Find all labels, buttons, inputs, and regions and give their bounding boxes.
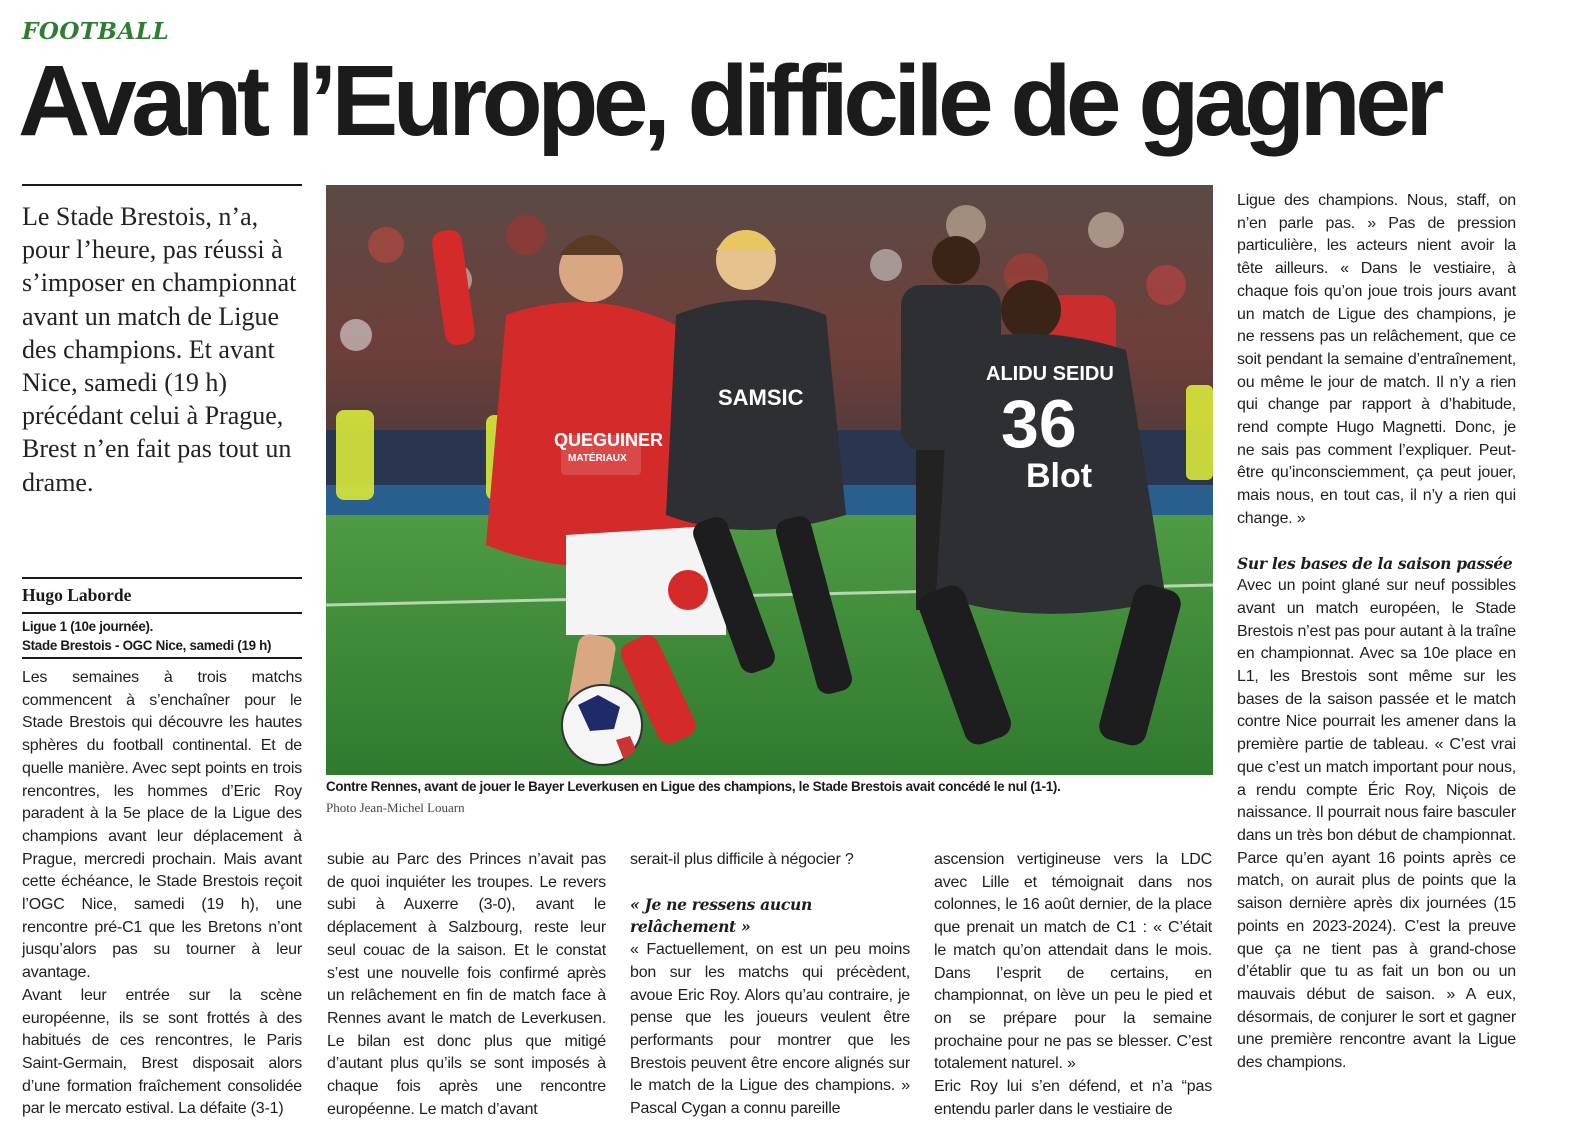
dark-shirt-number: 36 [1001,386,1077,462]
match-info-bottom-rule [22,657,302,659]
intertitle-1: « Je ne ressens aucun relâchement » [630,894,812,937]
photo-caption: Contre Rennes, avant de jouer le Bayer Leverkusen en Ligue des champions, le Stade Brestois avait concédé le nul (1-1). [326,779,1061,794]
red-shirt-sponsor: QUEGUINER [554,430,664,450]
body-column-1 [22,667,302,1121]
body-column-2 [327,849,606,1121]
article-lead: Le Stade Brestois, n’a, pour l’heure, pas réussi à s’imposer en championnat avant un match de Ligue des champions. Et avant Nice, samedi (19 h) précédant celui à Prague, Brest n’en fait pas tout un drame. [22,202,297,497]
football [562,685,642,765]
author-bottom-rule [22,612,302,614]
body-paragraph: Eric Roy lui s’en défend, et n’a “pas entendu parler dans le vestiaire de [934,1078,1212,1118]
article-photo [326,185,1213,775]
chapo-top-rule [22,184,302,186]
body-paragraph: subie au Parc des Princes n’avait pas de quoi inquiéter les troupes. Le revers subi à Auxerre (3-0), avant le déplacement à Salzbourg, reste leur seul couac de la saison. Et le constat s’est une nouvelle fois confirmé après un relâchement en fin de match face à Rennes avant le match de Leverkusen. Le bilan est donc plus que mitigé d’autant plus qu’ils se sont imposés à chaque fois après une rencontre européenne. Le match d’avant [327,851,606,1118]
body-paragraph: Ligue des champions. Nous, staff, on n’en parle pas. » Pas de pression particulière, les acteurs nient avoir la tête ailleurs. « Dans le vestiaire, à chaque fois qu’on joue trois jours avant un match de Ligue des champions, je ne ressens pas un relâchement, que ce soit pendant la semaine d’entraînement, ou même le jour de match. Il n’y a rien qui change par rapport à d’habitude, rend compte Hugo Magnetti. Donc, je ne sais pas comment l’expliquer. Peut-être qu’inconsciemment, ça peut jouer, mais nous, en tout cas, il n’y a rien qui change. » [1237,192,1516,527]
author-top-rule [22,577,302,579]
second-dark-sponsor: SAMSIC [718,385,804,410]
body-paragraph: Avant leur entrée sur la scène européenne, ils se sont frottés à des habitués de ces rencontres, le Paris Saint-Germain, Brest disposait alors d’une formation fraîchement consolidée par le mercato estival. La défaite (3-1) [22,986,302,1118]
photo-credit: Photo Jean-Michel Louarn [326,800,465,815]
body-paragraph: Les semaines à trois matchs commencent à s’enchaîner pour le Stade Brestois qui découvre les hautes sphères du football continental. Et de quelle manière. Avec sept points en trois rencontres, les hommes d’Eric Roy paradent à la 5e place de la Ligue des champions avant leur déplacement à Prague, mercredi prochain. Mais avant cette échéance, le Stade Brestois reçoit l’OGC Nice, samedi (19 h), une rencontre pré-C1 que les Bretons n’ont jusqu’alors pas su tourner à leur avantage. [22,669,302,982]
body-paragraph: « Factuellement, on est un peu moins bon sur les matchs qui précèdent, avoue Eric Roy. Alors qu’au contraire, je pense que les joueurs veulent être performants pour montrer que les Brestois peuvent être encore alignés sur le match de la Ligue des champions. » Pascal Cygan a connu pareille [630,941,910,1118]
article-headline: Avant l’Europe, difficile de gagner [18,45,1439,157]
intertitle-2: Sur les bases de la saison passée [1237,553,1513,573]
red-shirt-sponsor-sub: MATÉRIAUX [568,453,627,464]
body-column-4 [934,849,1212,1121]
author-byline: Hugo Laborde [22,585,132,605]
match-fixture: Stade Brestois - OGC Nice, samedi (19 h) [22,638,272,653]
section-kicker: FOOTBALL [22,18,170,45]
body-paragraph: Avec un point glané sur neuf possibles avant un match européen, le Stade Brestois n’est pas pour autant à la traîne en championnat. Avec sa 10e place en L1, les Brestois sont même sur les bases de la saison passée et le match contre Nice pourrait les amener dans la première partie de tableau. « C’est vrai que c’est un match important pour nous, a rendu compte Éric Roy, Niçois de naissance. Il pourrait nous faire basculer dans un très bon début de championnat. Parce qu’en ayant 16 points après ce match, on aurait plus de points que la saison dernière après dix journées (15 points en 2023-2024). C’est la preuve que ça ne tient pas à grand-chose d’établir que tu as fait un bon ou un mauvais début de saison. » A eux, désormais, de conjurer le sort et gagner une première rencontre avant la Ligue des champions. [1237,577,1516,1072]
body-paragraph: serait-il plus difficile à négocier ? [630,851,854,868]
body-paragraph: ascension vertigineuse vers la LDC avec Lille et témoignait dans nos colonnes, le 16 août dernier, de la place que prenait un match de C1 : « C’était le match qu’on attendait dans le mois. Dans l’esprit de certains, en championnat, on lève un peu le pied et on se prépare pour la semaine prochaine pour ne pas se blesser. C’est totalement naturel. » [934,851,1212,1073]
dark-shirt-name: ALIDU SEIDU [986,363,1114,385]
body-column-3 [630,849,910,1121]
match-competition: Ligue 1 (10e journée). [22,619,154,634]
body-column-5 [1237,190,1516,1075]
match-info-box [22,617,312,655]
dark-shirt-sponsor: Blot [1026,457,1093,495]
